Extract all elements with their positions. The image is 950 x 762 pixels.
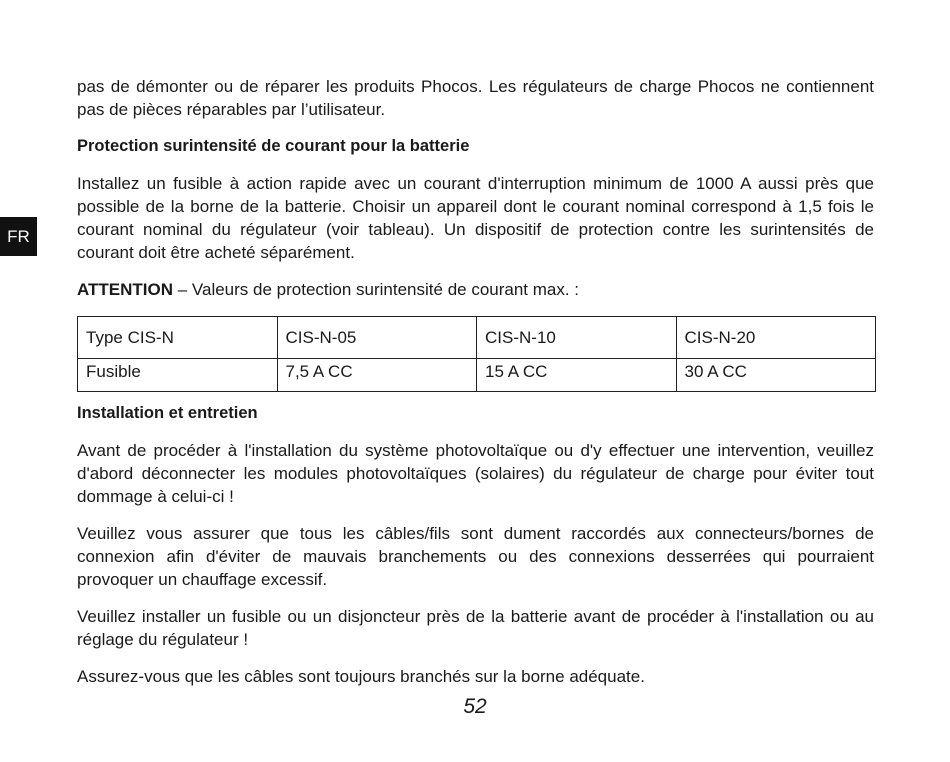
attention-label: ATTENTION — [77, 280, 174, 299]
language-tab-label: FR — [7, 227, 30, 246]
table-cell: 30 A CC — [676, 359, 876, 392]
installation-paragraph-1: Avant de procéder à l'installation du système photovoltaïque ou d'y effectuer une intervention, veuillez d'abord déconnecter les modules photovoltaïques (solaires) du régulateur de charge pour éviter tout dommage à celui-ci ! — [77, 441, 874, 506]
protection-paragraph: Installez un fusible à action rapide avec un courant d'interruption minimum de 1000 A aussi près que possible de la borne de la batterie. Choisir un appareil dont le courant nominal correspond à 1,5 fois le courant nominal du régulateur (voir tableau). Un dispositif de protection contre les surintensités de courant doit être acheté séparément. — [77, 174, 874, 262]
attention-text: – Valeurs de protection surintensité de courant max. : — [173, 280, 580, 299]
table-cell: 7,5 A CC — [277, 359, 477, 392]
table-cell: CIS-N-20 — [676, 317, 876, 359]
table-cell: 15 A CC — [477, 359, 677, 392]
installation-heading: Installation et entretien — [77, 404, 258, 422]
table-cell: CIS-N-10 — [477, 317, 677, 359]
overcurrent-table — [77, 316, 876, 392]
language-tab — [0, 217, 37, 256]
table-row — [78, 359, 876, 392]
table-cell: CIS-N-05 — [277, 317, 477, 359]
protection-heading: Protection surintensité de courant pour la batterie — [77, 137, 470, 155]
installation-paragraph-4: Assurez-vous que les câbles sont toujours branchés sur la borne adéquate. — [77, 667, 645, 686]
table-header-row — [78, 317, 876, 359]
installation-paragraph-3: Veuillez installer un fusible ou un disjoncteur près de la batterie avant de procéder à l'installation ou au réglage du régulateur ! — [77, 607, 874, 649]
table-cell: Fusible — [78, 359, 278, 392]
table-cell: Type CIS-N — [78, 317, 278, 359]
page-number: 52 — [463, 695, 487, 718]
installation-paragraph-2: Veuillez vous assurer que tous les câbles/fils sont dument raccordés aux connecteurs/bornes de connexion afin d'éviter de mauvais branchements ou des connexions desserrées qui pourraient provoquer un chauffage excessif. — [77, 524, 874, 589]
intro-paragraph: pas de démonter ou de réparer les produits Phocos. Les régulateurs de charge Phocos ne contiennent pas de pièces réparables par l’utilisateur. — [77, 77, 874, 119]
page-content — [77, 75, 874, 688]
attention-line — [77, 278, 874, 301]
